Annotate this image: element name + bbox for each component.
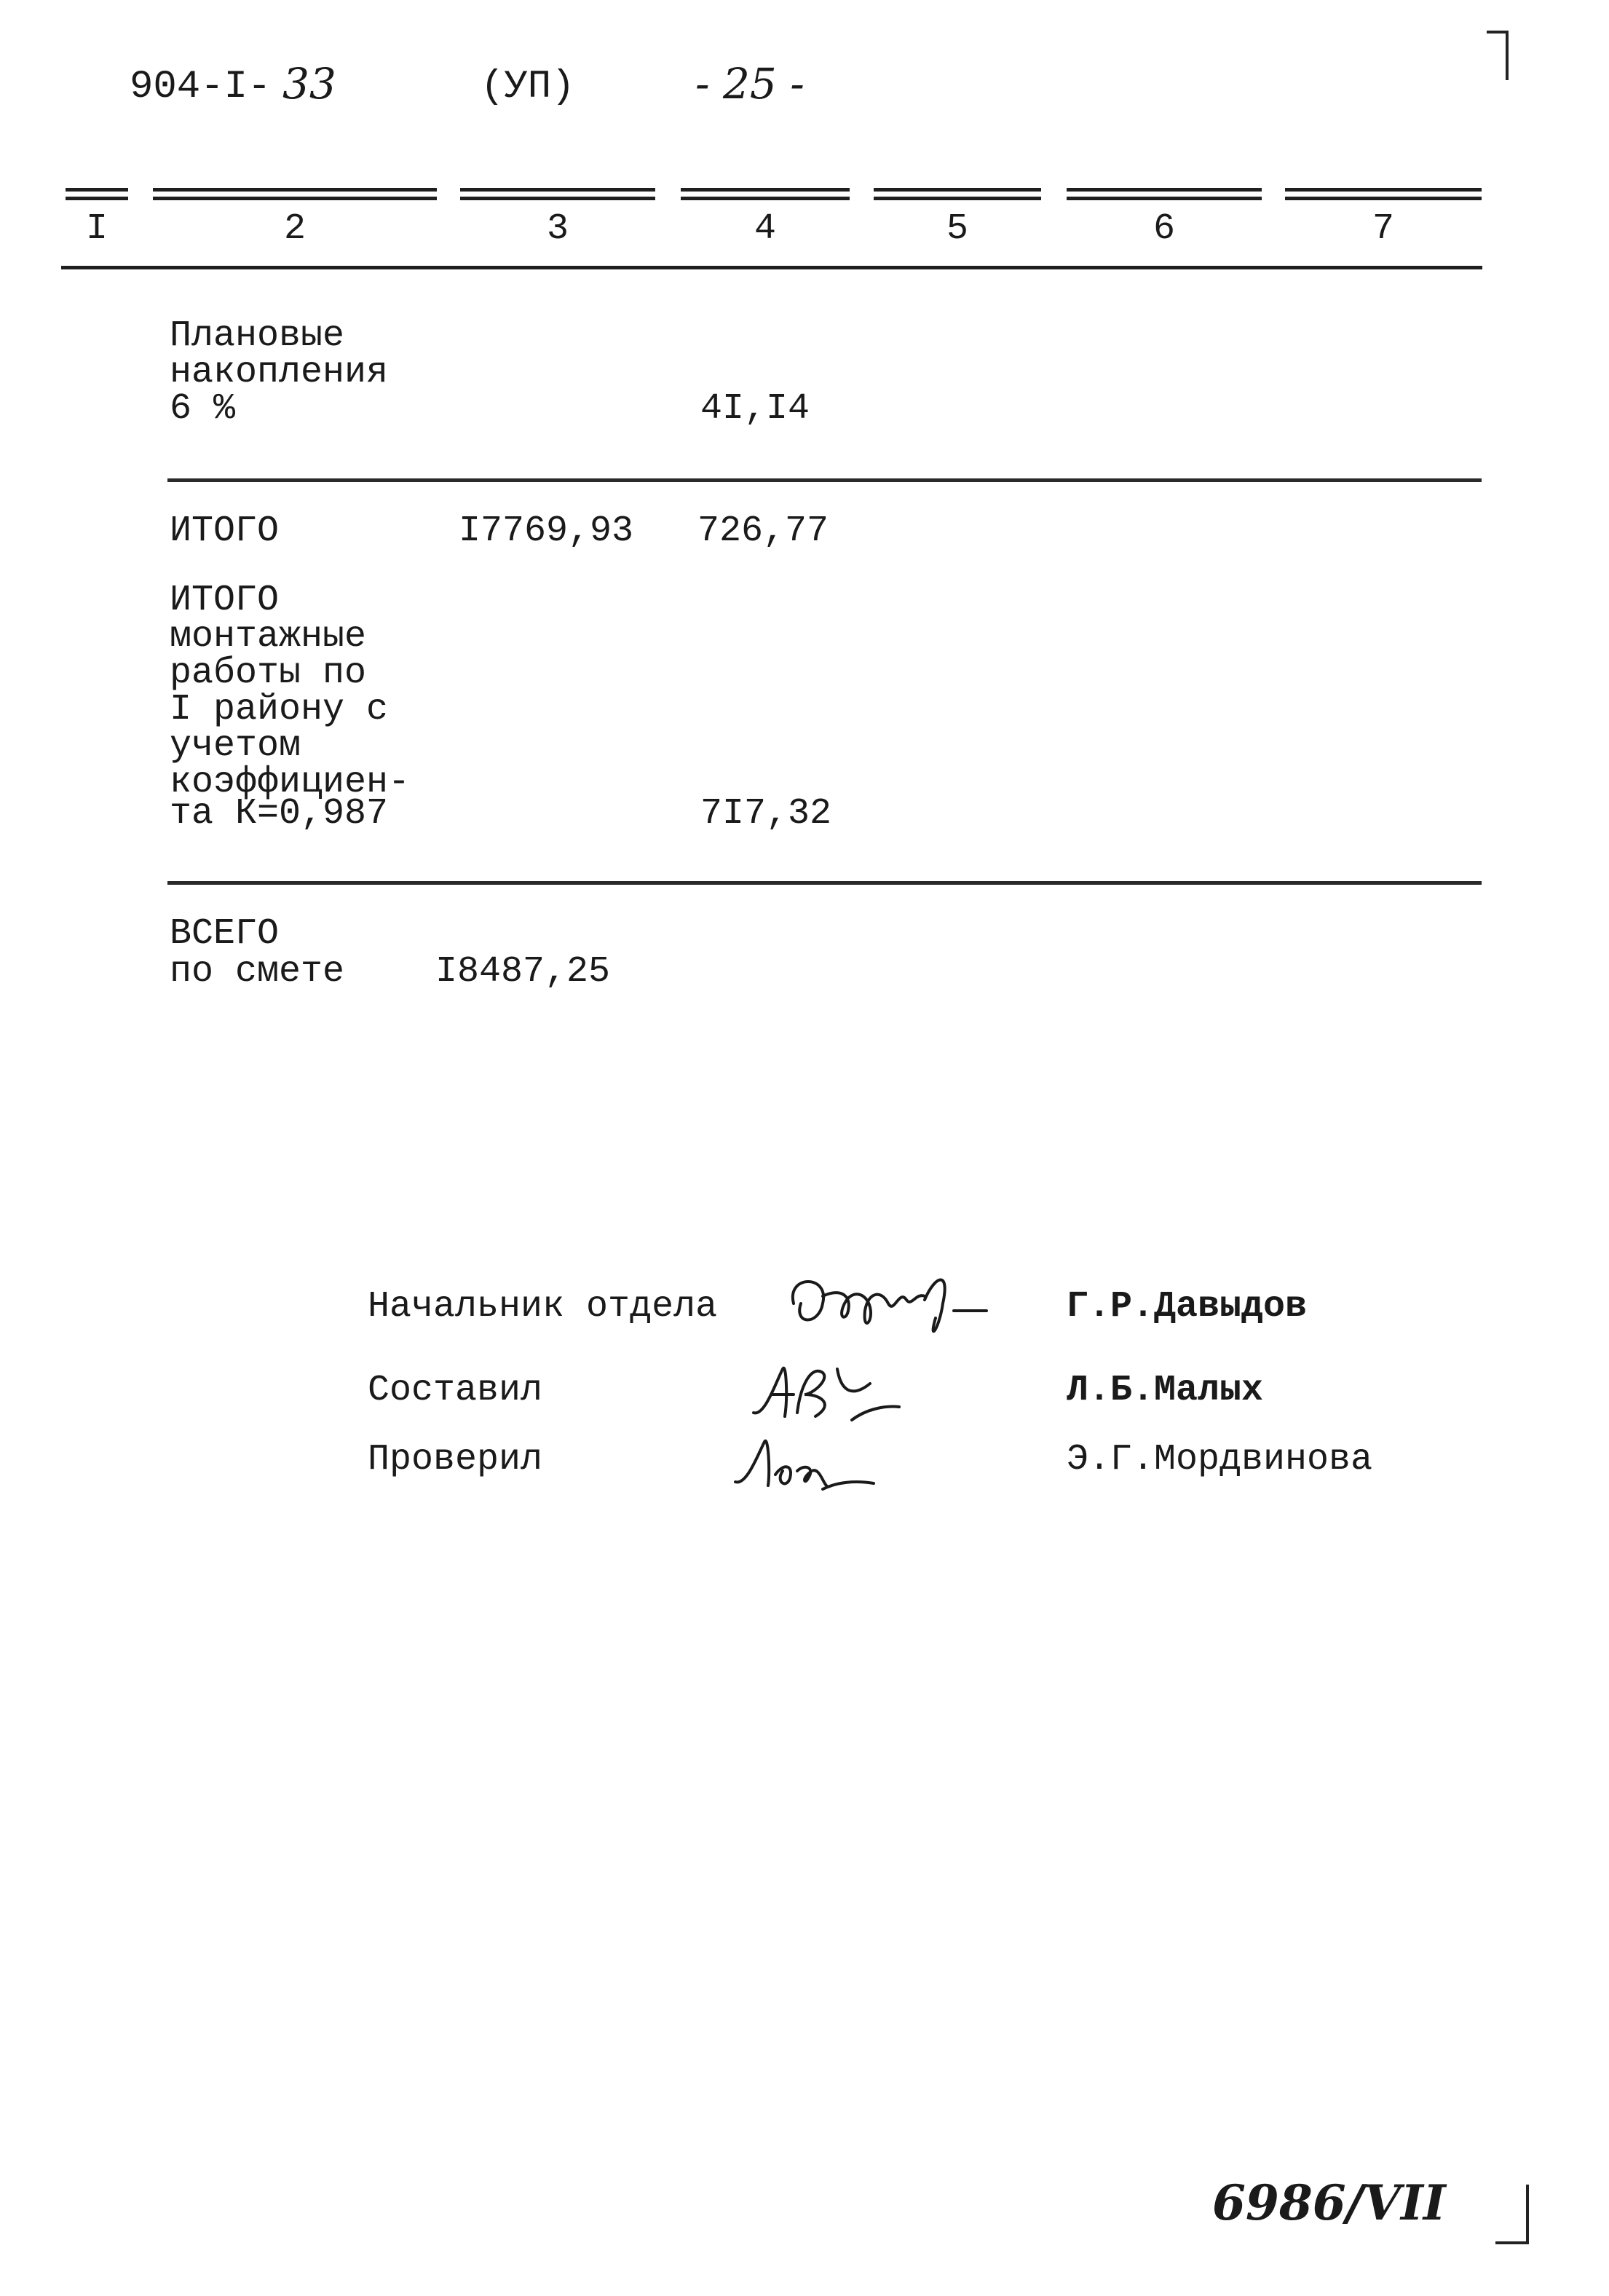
signature-scribble-3 [728, 1431, 888, 1511]
row-value-col4: 726,77 [697, 510, 829, 552]
column-number-7: 7 [1372, 208, 1394, 250]
document-code: 904-I- [130, 65, 272, 109]
row-label-line: Плановые [170, 315, 345, 357]
row-value-col3: I7769,93 [459, 510, 634, 552]
row-label-line: работы по [170, 652, 367, 694]
column-number-4: 4 [754, 208, 776, 250]
row-label-line: ИТОГО [170, 510, 280, 552]
row-label-line: коэффициен- [170, 762, 411, 803]
signature-role: Проверил [368, 1439, 543, 1480]
corner-mark-bottom-right [1493, 2177, 1536, 2250]
signature-name: Г.Р.Давыдов [1067, 1286, 1308, 1328]
archive-number: 6986/VII [1212, 2174, 1446, 2231]
row-label-line: учетом [170, 725, 301, 767]
corner-mark-top-right [1485, 29, 1514, 87]
row-value-col4: 7I7,32 [700, 793, 832, 835]
signature-name: Л.Б.Малых [1067, 1370, 1264, 1411]
row-value-col3: I8487,25 [435, 951, 611, 993]
row-label-line: по смете [170, 951, 345, 993]
row-label-line: та К=0,987 [170, 793, 389, 835]
column-number-2: 2 [283, 208, 306, 250]
signature-name: Э.Г.Мордвинова [1067, 1439, 1373, 1480]
signature-role: Начальник отдела [368, 1286, 718, 1328]
row-label-line: монтажные [170, 616, 367, 658]
row-label-line: ИТОГО [170, 580, 280, 621]
column-number-5: 5 [946, 208, 968, 250]
column-number-3: 3 [546, 208, 569, 250]
row-divider [167, 478, 1482, 482]
row-value-col4: 4I,I4 [700, 388, 810, 430]
section-label: (УП) [481, 65, 575, 109]
signature-scribble-2 [743, 1354, 917, 1435]
header-bottom-rule [61, 266, 1482, 269]
column-number-1: I [85, 208, 108, 250]
page-number: - 25 - [695, 59, 804, 109]
column-number-6: 6 [1153, 208, 1175, 250]
document-code-handwritten: 33 [282, 59, 336, 109]
signature-role: Составил [368, 1370, 543, 1411]
row-divider [167, 881, 1482, 885]
row-label-line: накопления [170, 352, 389, 393]
row-label-line: ВСЕГО [170, 913, 280, 955]
signature-scribble-1 [779, 1260, 990, 1354]
row-label-line: 6 % [170, 388, 236, 430]
row-label-line: I району с [170, 689, 389, 730]
